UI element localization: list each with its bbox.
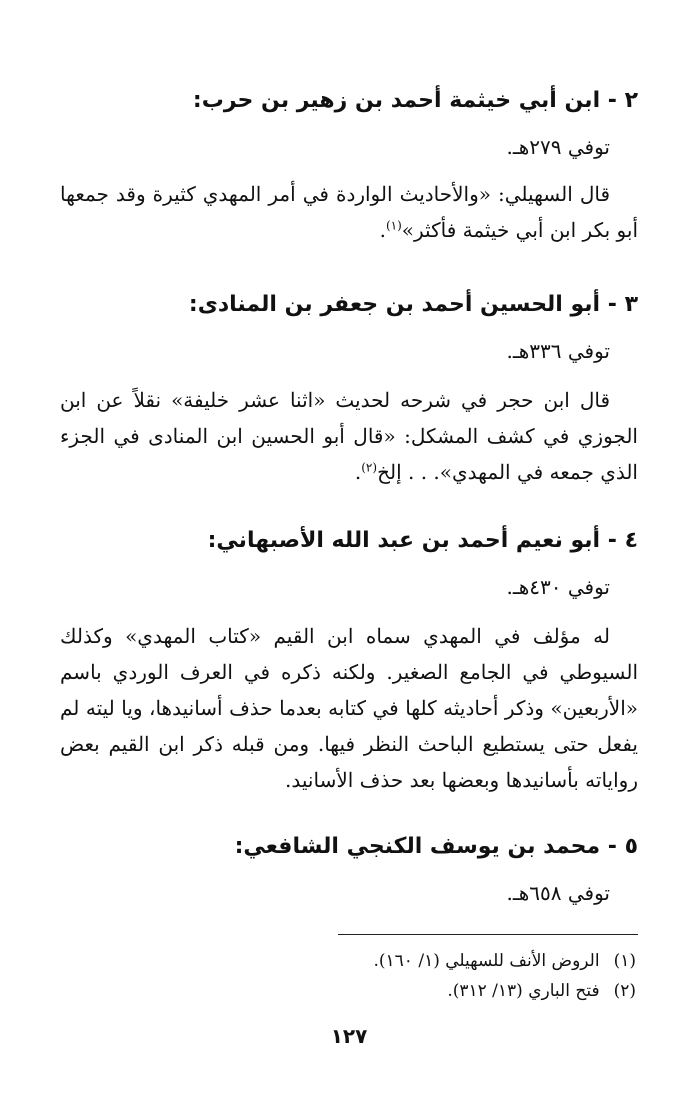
entry-paragraph-4 — [60, 618, 638, 798]
footnote-ref-1[interactable]: (١) — [385, 218, 402, 233]
entry-death-3: توفي ٣٣٦هـ. — [506, 339, 610, 363]
footnote-divider — [338, 934, 638, 935]
entry-heading-5: ٥ - محمد بن يوسف الكنجي الشافعي: — [234, 834, 638, 859]
paragraph-text: له مؤلف في المهدي سماه ابن القيم «كتاب المهدي» وكذلك السيوطي في الجامع الصغير. ولكنه ذكره في العرف الوردي باسم «الأربعين» وذكر أحاديثه كلها في كتابه بعدما حذف أسانيدها، ويا ليته لم يفعل حتى يستطيع الباحث النظر فيها. ومن قبله ذكر ابن القيم بعض رواياته بأسانيدها وبعضها بعد حذف الأسانيد. — [60, 624, 638, 792]
paragraph-tail: . — [379, 218, 386, 242]
footnote-1 — [373, 948, 636, 974]
footnote-2 — [447, 978, 636, 1004]
footnote-number: (٢) — [613, 981, 636, 1001]
paragraph-tail: . — [354, 460, 362, 484]
entry-heading-4: ٤ - أبو نعيم أحمد بن عبد الله الأصبهاني: — [207, 528, 638, 553]
paragraph-text: قال ابن حجر في شرحه لحديث «اثنا عشر خليفة» نقلاً عن ابن الجوزي في كشف المشكل: «قال أبو الحسين ابن المنادى في الجزء الذي جمعه في المهدي». . . إلخ — [60, 388, 638, 484]
footnote-ref-2[interactable]: (٢) — [361, 460, 378, 475]
entry-death-2: توفي ٢٧٩هـ. — [506, 135, 610, 159]
page-number: ١٢٧ — [330, 1024, 368, 1048]
paragraph-text: قال السهيلي: «والأحاديث الواردة في أمر المهدي كثيرة وقد جمعها أبو بكر ابن أبي خيثمة فأكثر» — [60, 182, 638, 242]
entry-paragraph-2 — [60, 176, 638, 248]
entry-death-4: توفي ٤٣٠هـ. — [506, 575, 610, 599]
footnote-number: (١) — [613, 951, 636, 971]
footnote-text: فتح الباري (١٣/ ٣١٢). — [447, 981, 600, 1001]
entry-death-5: توفي ٦٥٨هـ. — [506, 881, 610, 905]
entry-heading-2: ٢ - ابن أبي خيثمة أحمد بن زهير بن حرب: — [192, 88, 638, 113]
footnote-text: الروض الأنف للسهيلي (١/ ١٦٠). — [373, 951, 600, 971]
entry-paragraph-3 — [60, 382, 638, 490]
entry-heading-3: ٣ - أبو الحسين أحمد بن جعفر بن المنادى: — [188, 292, 638, 317]
